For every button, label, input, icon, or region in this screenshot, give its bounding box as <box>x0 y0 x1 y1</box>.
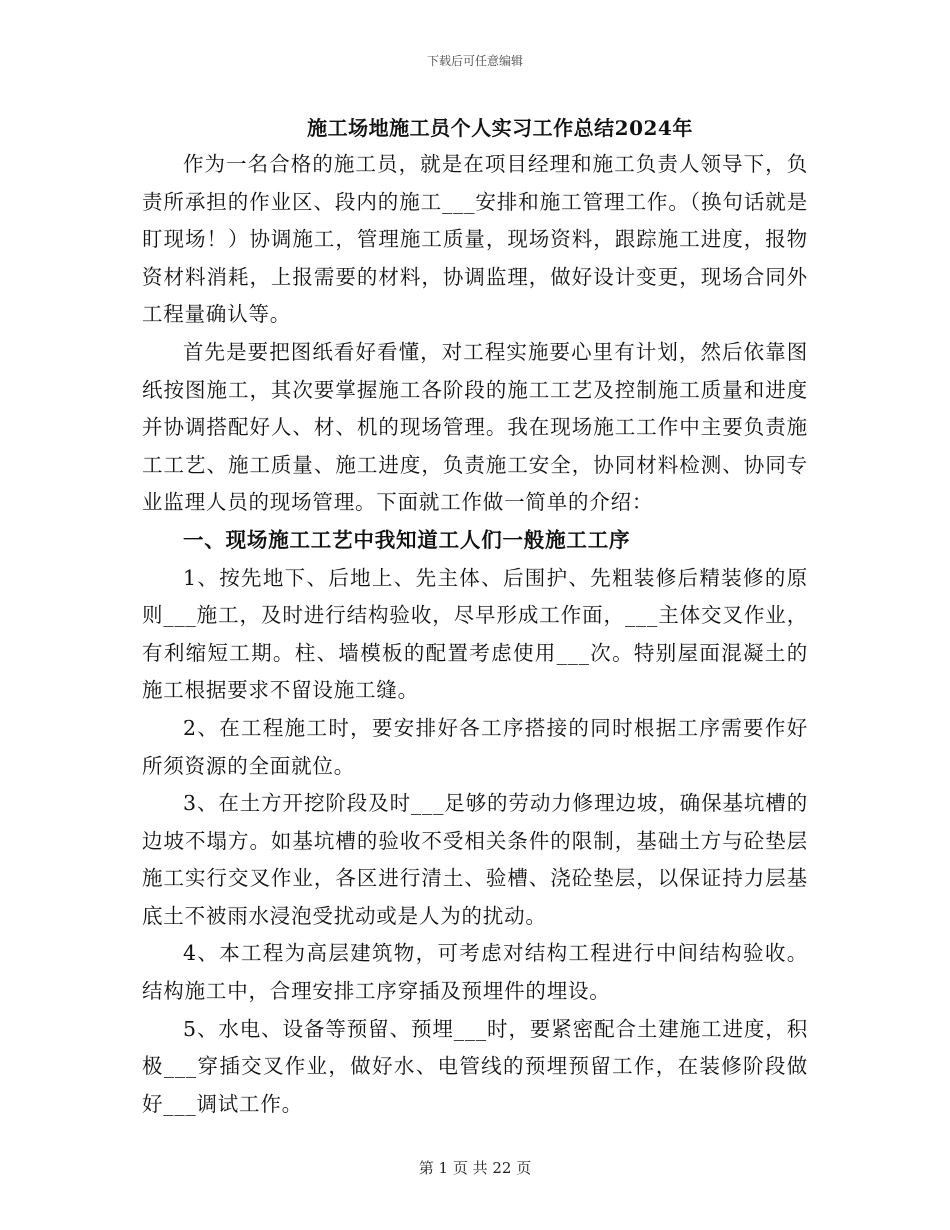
list-item-4: 4、本工程为高层建筑物，可考虑对结构工程进行中间结构验收。结构施工中，合理安排工序穿插及预埋件的埋设。 <box>142 941 808 1004</box>
list-item-5: 5、水电、设备等预留、预埋___时，要紧密配合土建施工进度，积极___穿插交叉作业，做好水、电管线的预埋预留工作，在装修阶段做好___调试工作。 <box>142 1016 808 1116</box>
list-item-1: 1、按先地下、后地上、先主体、后围护、先粗装修后精装修的原则___施工，及时进行结构验收，尽早形成工作面，___主体交叉作业，有利缩短工期。柱、墙模板的配置考虑使用___次。特别屋面混凝土的施工根据要求不留设施工缝。 <box>142 565 808 703</box>
document-title: 施工场地施工员个人实习工作总结2024年 <box>307 116 693 140</box>
list-item-2: 2、在工程施工时，要安排好各工序搭接的同时根据工序需要作好所须资源的全面就位。 <box>142 715 808 778</box>
list-item-3: 3、在土方开挖阶段及时___足够的劳动力修理边坡，确保基坑槽的边坡不塌方。如基坑槽的验收不受相关条件的限制，基础土方与砼垫层施工实行交叉作业，各区进行清土、验槽、浇砼垫层，以保证持力层基底土不被雨水浸泡受扰动或是人为的扰动。 <box>142 791 808 928</box>
paragraph-overview: 首先是要把图纸看好看懂，对工程实施要心里有计划，然后依靠图纸按图施工，其次要掌握施工各阶段的施工工艺及控制施工质量和进度并协调搭配好人、材、机的现场管理。我在现场施工工作中主要负责施工工艺、施工质量、施工进度，负责施工安全，协同材料检测、协同专业监理人员的现场管理。下面就工作做一简单的介绍： <box>142 339 808 515</box>
section-heading: 一、现场施工工艺中我知道工人们一般施工工序 <box>183 527 631 552</box>
page-header: 下载后可任意编辑 <box>426 54 523 68</box>
document-body <box>142 146 808 1123</box>
paragraph-intro: 作为一名合格的施工员，就是在项目经理和施工负责人领导下，负责所承担的作业区、段内的施工___安排和施工管理工作。（换句话就是盯现场！）协调施工，管理施工质量，现场资料，跟踪施工进度，报物资材料消耗，上报需要的材料，协调监理，做好设计变更，现场合同外工程量确认等。 <box>142 152 808 327</box>
page-number-footer: 第 1 页 共 22 页 <box>418 1159 532 1177</box>
